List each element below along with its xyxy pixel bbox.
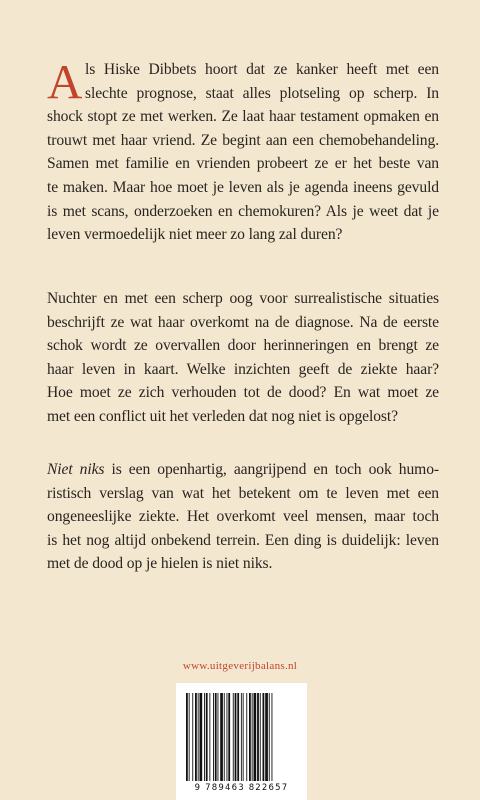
barcode-bar	[257, 693, 259, 781]
barcode-bar	[269, 693, 270, 781]
barcode-bar	[215, 693, 217, 781]
text-line: te maken. Maar hoe moet je leven als je agenda ineens gevuld	[47, 178, 439, 196]
barcode-bar	[206, 693, 208, 781]
barcode-bar	[213, 693, 214, 781]
text-line: is het nog altijd onbekend terrein. Een ding is duidelijk: leven	[47, 531, 439, 549]
barcode-bar	[265, 693, 268, 781]
barcode-bar	[220, 693, 223, 781]
book-title-italic: Niet niks	[47, 461, 105, 478]
text-line: ongeneeslijke ziekte. Het overkomt veel mensen, maar toch	[47, 508, 439, 526]
text-line: slechte prognose, staat alles plotseling op scherp. In	[85, 84, 439, 102]
text-line: met de dood op je hielen is niet niks.	[47, 555, 273, 573]
text-fragment: is een openhartig, aangrijpend en toch ook humo-	[104, 461, 439, 478]
text-line: met een conflict uit het verleden dat nog niet is opgelost?	[47, 407, 398, 425]
text-line: Samen met familie en vrienden probeert ze er het beste van	[47, 155, 439, 173]
barcode-bar	[209, 693, 210, 781]
description-paragraph-3	[47, 458, 439, 576]
barcode-bar	[195, 693, 197, 781]
text-line: beschrijft ze wat haar overkomt na de diagnose. Na de eerste	[47, 313, 439, 331]
text-line	[47, 458, 439, 482]
text-line: leven vermoedelijk niet meer zo lang zal duren?	[47, 226, 343, 244]
text-line: trouwt met haar vriend. Ze begint aan een chemobehandeling.	[47, 131, 439, 149]
barcode-bar	[263, 693, 265, 781]
barcode-bar	[241, 693, 242, 781]
text-line: ls Hiske Dibbets hoort dat ze kanker heeft met een	[85, 61, 439, 78]
barcode	[176, 683, 307, 800]
description-paragraph-2	[47, 287, 439, 429]
text-line: ristisch verslag van wat het betekent om te leven met een	[47, 484, 439, 502]
barcode-bar	[233, 693, 234, 781]
barcode-number: 9 789463 822657	[194, 783, 289, 793]
barcode-bar	[228, 693, 230, 781]
description-paragraph-1	[47, 54, 439, 247]
barcode-bar	[249, 693, 251, 781]
barcode-bar	[260, 693, 261, 781]
barcode-bar	[246, 693, 247, 781]
barcode-bar	[224, 693, 225, 781]
publisher-url: www.uitgeverijbalans.nl	[182, 660, 298, 672]
barcode-bar	[218, 693, 219, 781]
text-line: Hoe moet ze zich verhouden tot de dood? En wat moet ze	[47, 384, 439, 402]
barcode-bars	[186, 693, 297, 781]
text-line: schok wordt ze overvallen door herinneringen en brengt ze	[47, 337, 439, 355]
barcode-bar	[200, 693, 203, 781]
barcode-bar	[272, 693, 273, 781]
barcode-bar	[237, 693, 239, 781]
barcode-bar	[227, 693, 228, 781]
barcode-bar	[235, 693, 237, 781]
barcode-bar	[254, 693, 257, 781]
dropcap-letter: A	[47, 54, 83, 109]
barcode-bar	[198, 693, 199, 781]
barcode-bar	[252, 693, 253, 781]
barcode-bar	[189, 693, 190, 781]
text-line: haar leven in kaart. Welke inzichten geeft de ziekte haar?	[47, 360, 439, 378]
text-line: is met scans, onderzoeken en chemokuren? Als je weet dat je	[47, 202, 439, 220]
dropcap-lines	[47, 54, 439, 109]
text-line: shock stopt ze met werken. Ze laat haar testament opmaken en	[47, 108, 439, 126]
barcode-bar	[204, 693, 205, 781]
barcode-bar	[243, 693, 244, 781]
text-line: Nuchter en met een scherp oog voor surrealistische situaties	[47, 290, 439, 307]
barcode-bar	[192, 693, 193, 781]
barcode-bar	[186, 693, 188, 781]
